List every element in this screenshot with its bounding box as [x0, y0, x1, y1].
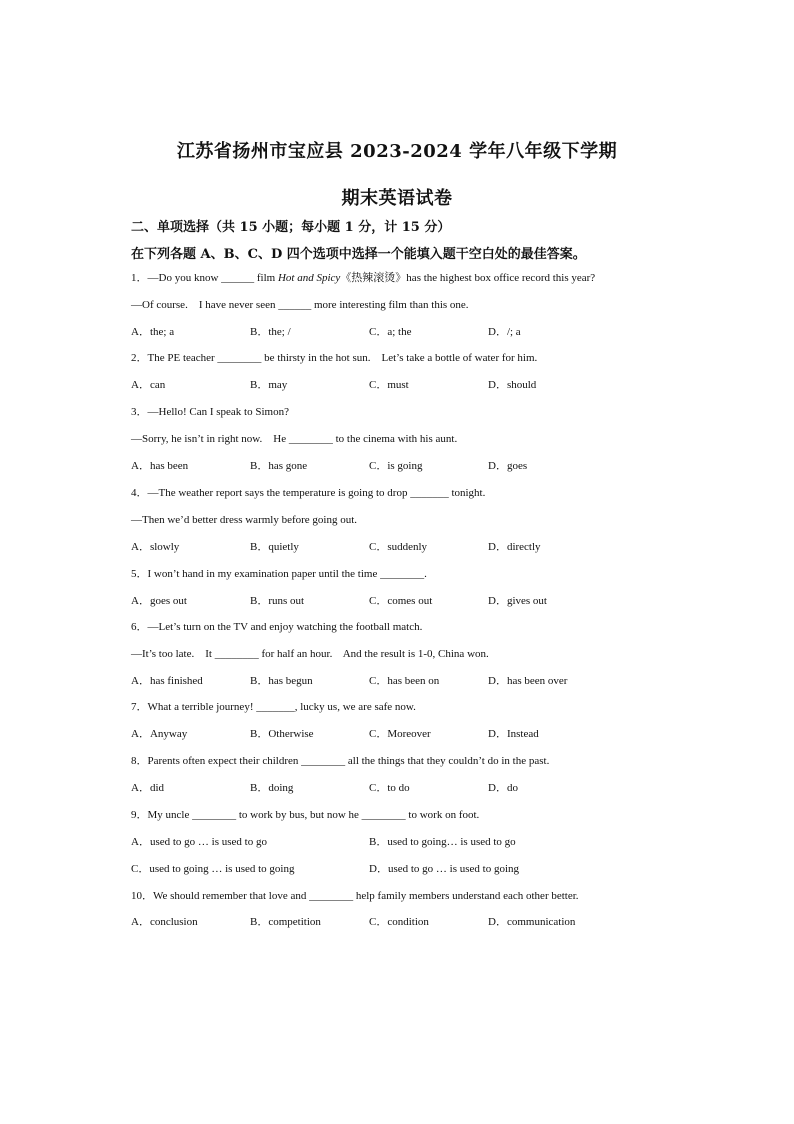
question-8-stem: 8．Parents often expect their children ________ all the things that they couldn’t do in the past.	[131, 755, 550, 767]
option-d[interactable]: D．gives out	[488, 595, 547, 607]
option-b[interactable]: B．has gone	[250, 460, 308, 472]
option-d[interactable]: D．goes	[488, 460, 528, 472]
option-a[interactable]: A．conclusion	[131, 916, 198, 928]
option-d[interactable]: D．has been over	[488, 675, 568, 687]
option-a[interactable]: A．goes out	[131, 595, 187, 607]
section-instruction: 在下列各题 A、B、C、D 四个选项中选择一个能填入题干空白处的最佳答案。	[131, 247, 586, 262]
option-a[interactable]: A．used to go … is used to go	[131, 836, 267, 848]
question-1-stem: 1．—Do you know ______ film Hot and Spicy《热辣滚烫》has the highest box office record this year?	[131, 272, 596, 284]
question-6-line2: —It’s too late. It ________ for half an hour. And the result is 1-0, China won.	[131, 648, 489, 660]
question-3-stem: 3．—Hello! Can I speak to Simon?	[131, 406, 289, 418]
question-1-line2: —Of course. I have never seen ______ more interesting film than this one.	[131, 299, 469, 311]
option-d[interactable]: D．communication	[488, 916, 576, 928]
option-a[interactable]: A．has been	[131, 460, 189, 472]
section-heading: 二、单项选择（共 15 小题；每小题 1 分，计 15 分）	[131, 220, 451, 235]
option-b[interactable]: B．Otherwise	[250, 728, 314, 740]
option-b[interactable]: B．used to going… is used to go	[369, 836, 516, 848]
option-c[interactable]: C．condition	[369, 916, 429, 928]
question-10-stem: 10．We should remember that love and ________ help family members understand each other better.	[131, 890, 579, 902]
option-c[interactable]: C．suddenly	[369, 541, 428, 553]
question-9-stem: 9．My uncle ________ to work by bus, but now he ________ to work on foot.	[131, 809, 480, 821]
option-d[interactable]: D．directly	[488, 541, 541, 553]
option-c[interactable]: C．Moreover	[369, 728, 431, 740]
option-a[interactable]: A．slowly	[131, 541, 180, 553]
option-b[interactable]: B．competition	[250, 916, 321, 928]
option-c[interactable]: C．is going	[369, 460, 423, 472]
option-d[interactable]: D．/; a	[488, 326, 521, 338]
option-c[interactable]: C．must	[369, 379, 409, 391]
option-a[interactable]: A．Anyway	[131, 728, 188, 740]
option-d[interactable]: D．do	[488, 782, 518, 794]
option-c[interactable]: C．used to going … is used to going	[131, 863, 295, 875]
option-d[interactable]: D．Instead	[488, 728, 539, 740]
option-a[interactable]: A．the; a	[131, 326, 175, 338]
option-c[interactable]: C．to do	[369, 782, 410, 794]
question-2-stem: 2．The PE teacher ________ be thirsty in the hot sun. Let’s take a bottle of water for him.	[131, 352, 538, 364]
exam-title-line2: 期末英语试卷	[341, 188, 453, 209]
option-a[interactable]: A．has finished	[131, 675, 203, 687]
option-b[interactable]: B．may	[250, 379, 288, 391]
option-a[interactable]: A．can	[131, 379, 166, 391]
option-b[interactable]: B．runs out	[250, 595, 305, 607]
option-d[interactable]: D．should	[488, 379, 537, 391]
option-b[interactable]: B．doing	[250, 782, 294, 794]
question-6-stem: 6．—Let’s turn on the TV and enjoy watching the football match.	[131, 621, 423, 633]
question-4-line2: —Then we’d better dress warmly before going out.	[131, 514, 358, 526]
option-a[interactable]: A．did	[131, 782, 164, 794]
exam-title-line1: 江苏省扬州市宝应县 2023-2024 学年八年级下学期	[176, 141, 618, 162]
question-4-stem: 4．—The weather report says the temperature is going to drop _______ tonight.	[131, 487, 486, 499]
option-d[interactable]: D．used to go … is used to going	[369, 863, 520, 875]
option-c[interactable]: C．has been on	[369, 675, 440, 687]
question-5-stem: 5．I won’t hand in my examination paper until the time ________.	[131, 568, 427, 580]
option-b[interactable]: B．quietly	[250, 541, 299, 553]
option-c[interactable]: C．a; the	[369, 326, 412, 338]
option-b[interactable]: B．has begun	[250, 675, 313, 687]
question-3-line2: —Sorry, he isn’t in right now. He ________ to the cinema with his aunt.	[131, 433, 458, 445]
option-b[interactable]: B．the; /	[250, 326, 291, 338]
option-c[interactable]: C．comes out	[369, 595, 433, 607]
question-7-stem: 7．What a terrible journey! _______, lucky us, we are safe now.	[131, 701, 416, 713]
